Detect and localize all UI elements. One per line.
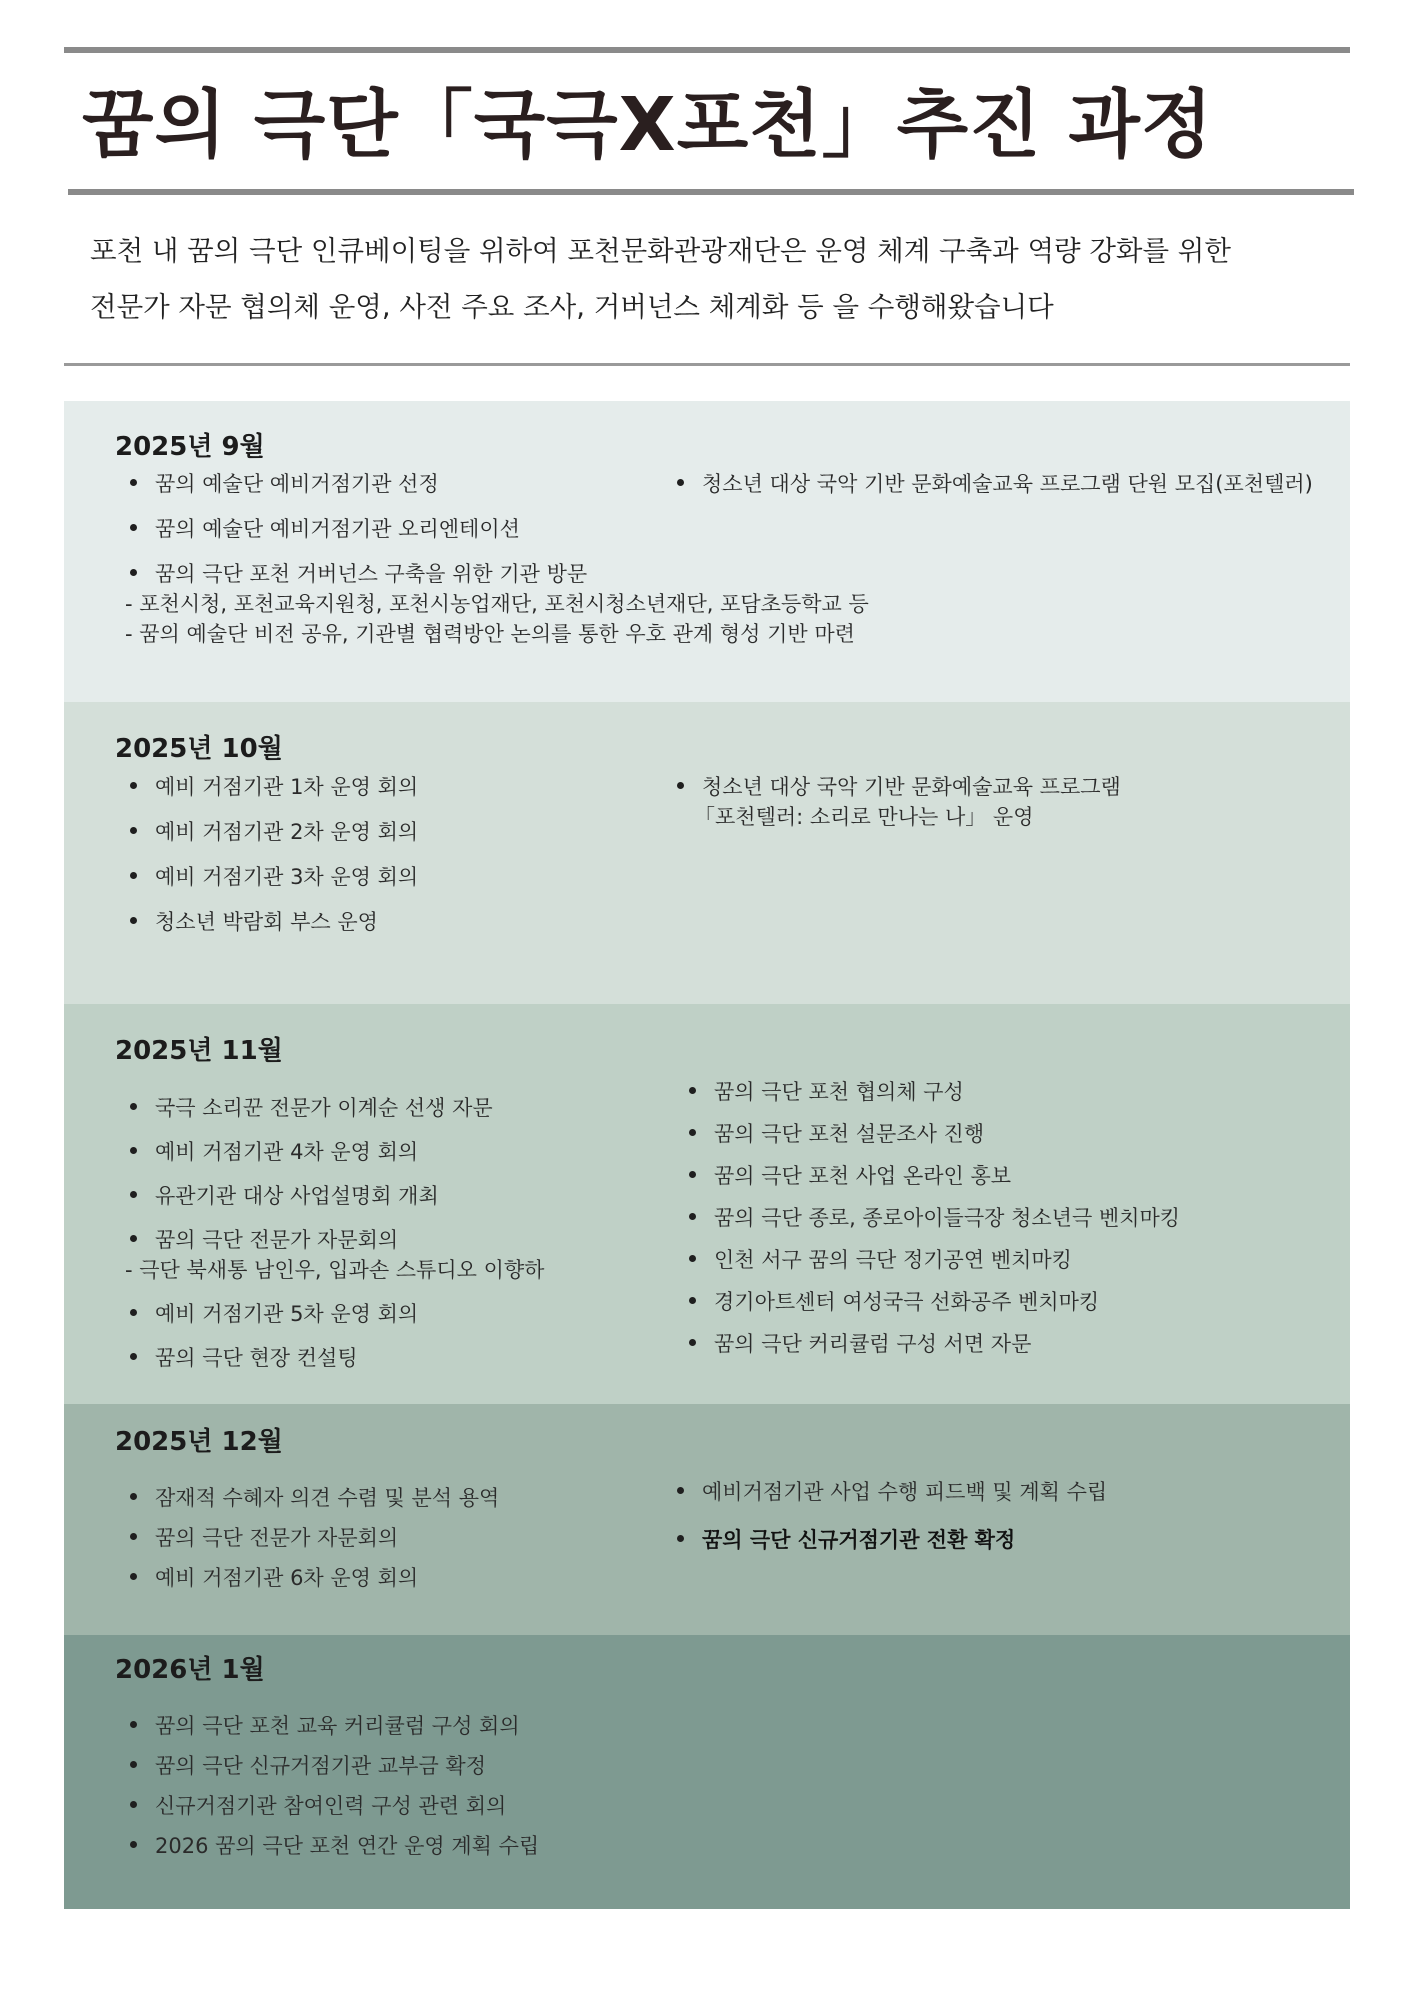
list-item-text: 꿈의 예술단 예비거점기관 오리엔테이션 <box>155 517 520 541</box>
list-item-text: 꿈의 극단 신규거점기관 전환 확정 <box>702 1528 1016 1552</box>
list-item <box>115 861 418 891</box>
list-item-text: 예비거점기관 사업 수행 피드백 및 계획 수립 <box>702 1480 1108 1504</box>
list-item-subline: 「포천텔러: 소리로 만나는 나」 운영 <box>694 805 1034 829</box>
list-item-text: 꿈의 극단 종로, 종로아이들극장 청소년극 벤치마킹 <box>714 1206 1181 1230</box>
list-item <box>115 1482 499 1512</box>
list-item <box>115 558 869 648</box>
list-item <box>662 1476 1107 1506</box>
list-item-text: 꿈의 극단 커리큘럼 구성 서면 자문 <box>714 1332 1032 1356</box>
list-item <box>115 1342 544 1372</box>
list-item-text: 2026 꿈의 극단 포천 연간 운영 계획 수립 <box>155 1834 540 1858</box>
list-item-text: 꿈의 극단 포천 사업 온라인 홍보 <box>714 1164 1012 1188</box>
section-heading: 2025년 10월 <box>115 734 283 764</box>
title-divider <box>68 189 1354 195</box>
timeline-section-2025-10 <box>64 702 1350 1004</box>
list-item-text: 청소년 대상 국악 기반 문화예술교육 프로그램 <box>702 775 1121 799</box>
list-item-text: 꿈의 극단 포천 협의체 구성 <box>714 1080 964 1104</box>
list-item <box>115 1562 499 1592</box>
section-heading: 2025년 12월 <box>115 1427 283 1457</box>
list-item-text: 신규거점기관 참여인력 구성 관련 회의 <box>155 1794 507 1818</box>
section-heading: 2025년 11월 <box>115 1036 283 1066</box>
timeline-section-2026-01 <box>64 1635 1350 1909</box>
section-right-list <box>662 468 1313 498</box>
list-item <box>674 1286 1180 1316</box>
list-item <box>674 1118 1180 1148</box>
intro-paragraph <box>90 223 1340 335</box>
list-item-text: 꿈의 극단 전문가 자문회의 <box>155 1526 399 1550</box>
intro-line: 포천 내 꿈의 극단 인큐베이팅을 위하여 포천문화관광재단은 운영 체계 구축과 역량 강화를 위한 <box>90 235 1231 267</box>
list-item <box>674 1244 1180 1274</box>
section-left-list <box>115 1710 539 1860</box>
list-item <box>674 1160 1180 1190</box>
section-left-list <box>115 1482 499 1592</box>
list-item <box>115 513 869 543</box>
list-item <box>115 1790 539 1820</box>
list-item <box>115 906 418 936</box>
list-item <box>674 1076 1180 1106</box>
section-left-list <box>115 1092 544 1372</box>
list-item-subline: - 극단 북새통 남인우, 입과손 스튜디오 이향하 <box>125 1258 545 1282</box>
page-title: 꿈의 극단「국극X포천」추진 과정 <box>82 82 1214 168</box>
list-item <box>115 1710 539 1740</box>
intro-divider <box>64 363 1350 366</box>
intro-line: 전문가 자문 협의체 운영, 사전 주요 조사, 거버넌스 체계화 등 을 수행해왔습니다 <box>90 291 1054 323</box>
list-item-text: 꿈의 극단 현장 컨설팅 <box>155 1346 358 1370</box>
list-item-text: 예비 거점기관 2차 운영 회의 <box>155 820 419 844</box>
top-divider <box>64 47 1350 53</box>
list-item <box>674 1328 1180 1358</box>
section-right-list <box>662 771 1121 831</box>
section-right-list <box>662 1476 1107 1554</box>
list-item <box>115 1750 539 1780</box>
list-item-text: 예비 거점기관 5차 운영 회의 <box>155 1302 419 1326</box>
list-item <box>115 1224 544 1284</box>
list-item-text: 꿈의 예술단 예비거점기관 선정 <box>155 472 439 496</box>
list-item <box>115 1180 544 1210</box>
timeline-section-2025-11 <box>64 1004 1350 1404</box>
list-item-text: 꿈의 극단 전문가 자문회의 <box>155 1228 399 1252</box>
list-item-text: 경기아트센터 여성국극 선화공주 벤치마킹 <box>714 1290 1100 1314</box>
list-item-text: 국극 소리꾼 전문가 이계순 선생 자문 <box>155 1096 493 1120</box>
list-item-text: 꿈의 극단 포천 거버넌스 구축을 위한 기관 방문 <box>155 562 588 586</box>
list-item-text: 꿈의 극단 포천 교육 커리큘럼 구성 회의 <box>155 1714 520 1738</box>
list-item-text: 잠재적 수혜자 의견 수렴 및 분석 용역 <box>155 1486 500 1510</box>
list-item-text: 꿈의 극단 포천 설문조사 진행 <box>714 1122 985 1146</box>
timeline-section-2025-12 <box>64 1404 1350 1635</box>
list-item-subline: - 꿈의 예술단 비전 공유, 기관별 협력방안 논의를 통한 우호 관계 형성 기반 마련 <box>125 622 855 646</box>
list-item <box>115 1298 544 1328</box>
list-item <box>115 816 418 846</box>
list-item-text: 청소년 박람회 부스 운영 <box>155 910 378 934</box>
section-heading: 2025년 9월 <box>115 432 265 462</box>
list-item <box>662 771 1121 831</box>
list-item <box>674 1202 1180 1232</box>
list-item-subline: - 포천시청, 포천교육지원청, 포천시농업재단, 포천시청소년재단, 포담초등학교 등 <box>125 592 869 616</box>
list-item <box>115 1830 539 1860</box>
section-left-list <box>115 771 418 936</box>
section-heading: 2026년 1월 <box>115 1655 265 1685</box>
list-item <box>115 1136 544 1166</box>
list-item <box>115 1522 499 1552</box>
list-item-text: 예비 거점기관 6차 운영 회의 <box>155 1566 419 1590</box>
list-item <box>662 468 1313 498</box>
list-item-text: 청소년 대상 국악 기반 문화예술교육 프로그램 단원 모집(포천텔러) <box>702 472 1313 496</box>
list-item <box>115 1092 544 1122</box>
list-item-text: 예비 거점기관 4차 운영 회의 <box>155 1140 419 1164</box>
list-item-text: 꿈의 극단 신규거점기관 교부금 확정 <box>155 1754 486 1778</box>
timeline-section-2025-09 <box>64 401 1350 702</box>
list-item-text: 예비 거점기관 1차 운영 회의 <box>155 775 419 799</box>
list-item-text: 유관기관 대상 사업설명회 개최 <box>155 1184 439 1208</box>
list-item <box>662 1524 1107 1554</box>
section-right-list <box>674 1076 1180 1358</box>
list-item-text: 예비 거점기관 3차 운영 회의 <box>155 865 419 889</box>
list-item <box>115 771 418 801</box>
list-item-text: 인천 서구 꿈의 극단 정기공연 벤치마킹 <box>714 1248 1072 1272</box>
